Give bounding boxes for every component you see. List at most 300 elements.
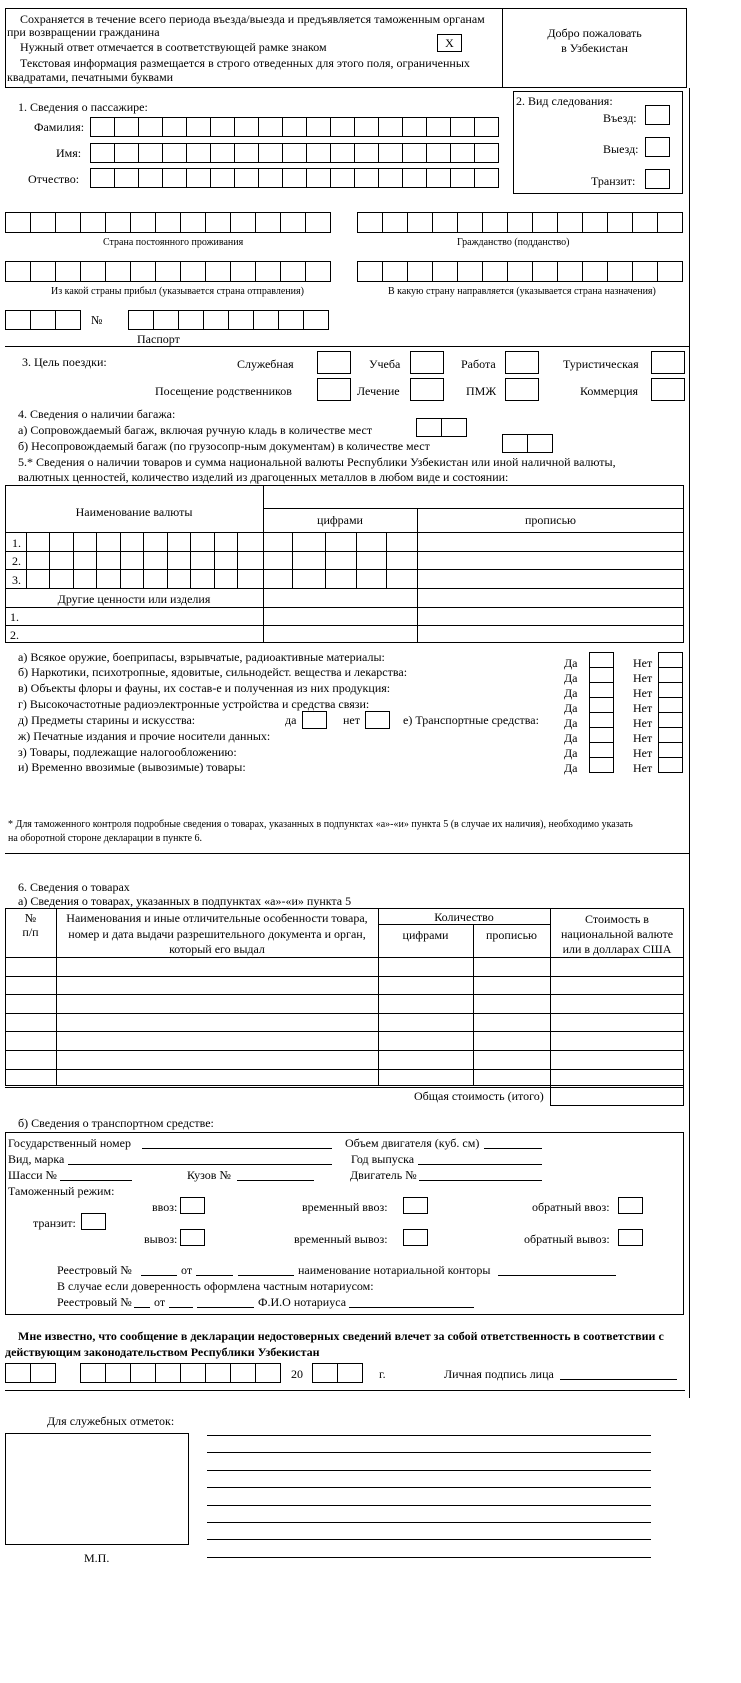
declared-item-label: б) Наркотики, психотропные, ядовитые, сильнодейст. вещества и лекарства: <box>18 665 408 679</box>
letter-cell[interactable] <box>607 212 633 233</box>
letter-cell[interactable] <box>234 143 259 163</box>
letter-cell[interactable] <box>5 310 31 330</box>
patronymic-field[interactable] <box>90 168 498 188</box>
letter-cell[interactable] <box>255 261 281 282</box>
letter-cell[interactable] <box>186 143 211 163</box>
residence-label: Страна постоянного проживания <box>103 237 244 248</box>
no-checkbox[interactable] <box>658 727 683 743</box>
yes-label: Да <box>564 731 578 745</box>
currency-grid-line <box>26 532 27 588</box>
letter-cell[interactable] <box>90 143 115 163</box>
footnote-line2: на оборотной стороне декларации в пункте 6. <box>8 833 203 844</box>
currency-hr4 <box>5 569 684 570</box>
letter-cell[interactable] <box>30 261 56 282</box>
service-note-line[interactable] <box>207 1470 651 1471</box>
letter-cell[interactable] <box>532 261 558 282</box>
letter-cell[interactable] <box>162 117 187 137</box>
no-label: Нет <box>633 731 653 745</box>
header-line4: Текстовая информация размещается в строго отведенных для этого поля, ограниченных <box>20 56 470 70</box>
letter-cell[interactable] <box>507 261 533 282</box>
purpose-relatives-label: Посещение родственников <box>155 384 292 398</box>
declared-item-label: з) Товары, подлежащие налогообложению: <box>18 745 237 759</box>
yes-checkbox[interactable] <box>589 757 614 773</box>
letter-cell[interactable] <box>507 212 533 233</box>
letter-cell[interactable] <box>5 212 31 233</box>
letter-cell[interactable] <box>402 143 427 163</box>
currency-hr1 <box>263 508 684 509</box>
purpose-treatment-checkbox[interactable] <box>410 378 444 401</box>
signature-line[interactable] <box>560 1379 677 1380</box>
reg-no2-line[interactable] <box>134 1307 150 1308</box>
transit-regime-checkbox[interactable] <box>81 1213 106 1230</box>
letter-cell[interactable] <box>80 1363 106 1383</box>
letter-cell[interactable] <box>303 310 329 330</box>
letter-cell[interactable] <box>30 1363 56 1383</box>
letter-cell[interactable] <box>153 310 179 330</box>
yes-checkbox[interactable] <box>589 682 614 698</box>
signature-label: Личная подпись лица <box>444 1367 554 1381</box>
service-note-line[interactable] <box>207 1487 651 1488</box>
letter-cell[interactable] <box>90 117 115 137</box>
no-checkbox[interactable] <box>658 757 683 773</box>
surname-field[interactable] <box>90 117 498 137</box>
goods-col-cost2: национальной валюте <box>560 927 674 941</box>
letter-cell[interactable] <box>80 212 106 233</box>
yes-label: Да <box>564 761 578 775</box>
antique-no-checkbox[interactable] <box>365 711 390 729</box>
goods-row-line <box>5 1069 684 1070</box>
service-note-line[interactable] <box>207 1539 651 1540</box>
letter-cell[interactable] <box>234 117 259 137</box>
entry-checkbox[interactable] <box>645 105 670 125</box>
letter-cell[interactable] <box>416 418 442 437</box>
letter-cell[interactable] <box>312 1363 338 1383</box>
letter-cell[interactable] <box>280 261 306 282</box>
letter-cell[interactable] <box>80 261 106 282</box>
goods-row-line <box>5 976 684 977</box>
purpose-pmzh-label: ПМЖ <box>466 384 497 398</box>
letter-cell[interactable] <box>138 143 163 163</box>
letter-cell[interactable] <box>482 212 508 233</box>
body-label: Кузов № <box>187 1168 231 1182</box>
letter-cell[interactable] <box>407 261 433 282</box>
currency-words-header: прописью <box>524 513 577 527</box>
letter-cell[interactable] <box>130 212 156 233</box>
letter-cell[interactable] <box>354 168 379 188</box>
letter-cell[interactable] <box>282 117 307 137</box>
letter-cell[interactable] <box>228 310 254 330</box>
import-label: ввоз: <box>152 1200 178 1214</box>
yes-checkbox[interactable] <box>589 652 614 668</box>
purpose-work-checkbox[interactable] <box>505 351 539 374</box>
letter-cell[interactable] <box>55 212 81 233</box>
transit-checkbox[interactable] <box>645 169 670 189</box>
yes-checkbox[interactable] <box>589 727 614 743</box>
reg-no-line[interactable] <box>141 1275 177 1276</box>
letter-cell[interactable] <box>210 168 235 188</box>
letter-cell[interactable] <box>255 1363 281 1383</box>
currency-hr2 <box>5 532 684 533</box>
yes-label: Да <box>564 671 578 685</box>
goods-intro-line1: 5.* Сведения о наличии товаров и сумма национальной валюты Республики Узбекистан или иной наличной валюты, <box>18 455 616 469</box>
declared-item-label: ж) Печатные издания и прочие носители данных: <box>18 729 271 743</box>
letter-cell[interactable] <box>282 168 307 188</box>
currency-hr3 <box>5 551 684 552</box>
letter-cell[interactable] <box>203 310 229 330</box>
currency-col-div2 <box>417 508 418 643</box>
year-prefix: 20 <box>291 1367 303 1381</box>
letter-cell[interactable] <box>105 1363 131 1383</box>
notary-name-line[interactable] <box>349 1307 474 1308</box>
goods-row-line <box>5 1013 684 1014</box>
letter-cell[interactable] <box>357 261 383 282</box>
goods-row-line <box>5 1050 684 1051</box>
service-note-line[interactable] <box>207 1435 651 1436</box>
letter-cell[interactable] <box>502 434 528 453</box>
reg-date-line2[interactable] <box>238 1275 294 1276</box>
letter-cell[interactable] <box>258 143 283 163</box>
declaration-rule <box>5 1390 685 1391</box>
purpose-tourism-label: Туристическая <box>563 357 639 371</box>
export-label: вывоз: <box>144 1232 178 1246</box>
regime-label: Таможенный режим: <box>8 1184 115 1198</box>
residence-field[interactable] <box>5 212 330 233</box>
year-label: Год выпуска <box>351 1152 415 1166</box>
letter-cell[interactable] <box>255 212 281 233</box>
reg-date2-line2[interactable] <box>197 1307 254 1308</box>
letter-cell[interactable] <box>258 117 283 137</box>
currency-grid-line <box>292 532 293 588</box>
reg-from2-label: от <box>154 1295 166 1309</box>
letter-cell[interactable] <box>607 261 633 282</box>
goods-col-no2: п/п <box>22 925 39 939</box>
letter-cell[interactable] <box>305 212 331 233</box>
letter-cell[interactable] <box>205 1363 231 1383</box>
letter-cell[interactable] <box>532 212 558 233</box>
letter-cell[interactable] <box>657 261 683 282</box>
reg-from-label: от <box>181 1263 193 1277</box>
no-label: Нет <box>633 761 653 775</box>
welcome-line1: Добро пожаловать <box>547 26 642 40</box>
stamp-box <box>5 1433 189 1545</box>
currency-grid-line <box>73 532 74 588</box>
reg-date2-line1[interactable] <box>169 1307 193 1308</box>
letter-cell[interactable] <box>55 310 81 330</box>
goods-total-label: Общая стоимость (итого) <box>414 1089 544 1103</box>
letter-cell[interactable] <box>378 143 403 163</box>
letter-cell[interactable] <box>114 117 139 137</box>
body-line[interactable] <box>237 1180 314 1181</box>
letter-cell[interactable] <box>305 261 331 282</box>
reexport-checkbox[interactable] <box>618 1229 643 1246</box>
purpose-study-checkbox[interactable] <box>410 351 444 374</box>
other-values-label: Другие ценности или изделия <box>57 592 211 606</box>
to-country-field[interactable] <box>357 261 682 282</box>
engine-volume-line[interactable] <box>484 1148 542 1149</box>
letter-cell[interactable] <box>330 117 355 137</box>
yes-checkbox[interactable] <box>589 667 614 683</box>
letter-cell[interactable] <box>114 168 139 188</box>
letter-cell[interactable] <box>382 261 408 282</box>
model-line[interactable] <box>68 1164 332 1165</box>
letter-cell[interactable] <box>210 117 235 137</box>
currency-grid-line <box>356 532 357 588</box>
letter-cell[interactable] <box>582 261 608 282</box>
currency-hr7 <box>5 625 684 626</box>
letter-cell[interactable] <box>402 117 427 137</box>
date-year-field[interactable] <box>312 1363 362 1383</box>
letter-cell[interactable] <box>450 117 475 137</box>
name-field[interactable] <box>90 143 498 163</box>
reimport-checkbox[interactable] <box>618 1197 643 1214</box>
unaccompanied-label: б) Несопровождаемый багаж (по грузосопр-ным документам) в количестве мест <box>18 439 430 453</box>
letter-cell[interactable] <box>280 212 306 233</box>
citizenship-label: Гражданство (подданство) <box>457 237 570 248</box>
letter-cell[interactable] <box>5 261 31 282</box>
yes-checkbox[interactable] <box>589 697 614 713</box>
currency-grid-line <box>96 532 97 588</box>
letter-cell[interactable] <box>258 168 283 188</box>
vehicle-title: б) Сведения о транспортном средстве: <box>18 1116 214 1130</box>
letter-cell[interactable] <box>105 261 131 282</box>
letter-cell[interactable] <box>114 143 139 163</box>
letter-cell[interactable] <box>282 143 307 163</box>
letter-cell[interactable] <box>382 212 408 233</box>
yes-checkbox[interactable] <box>589 742 614 758</box>
letter-cell[interactable] <box>55 261 81 282</box>
letter-cell[interactable] <box>482 261 508 282</box>
letter-cell[interactable] <box>306 117 331 137</box>
letter-cell[interactable] <box>230 212 256 233</box>
letter-cell[interactable] <box>426 117 451 137</box>
letter-cell[interactable] <box>162 143 187 163</box>
exit-checkbox[interactable] <box>645 137 670 157</box>
letter-cell[interactable] <box>407 212 433 233</box>
letter-cell[interactable] <box>180 212 206 233</box>
letter-cell[interactable] <box>330 143 355 163</box>
no-checkbox[interactable] <box>658 652 683 668</box>
letter-cell[interactable] <box>180 1363 206 1383</box>
letter-cell[interactable] <box>441 418 467 437</box>
currency-grid-line <box>49 532 50 588</box>
purpose-official-label: Служебная <box>237 357 294 371</box>
letter-cell[interactable] <box>450 143 475 163</box>
goods-col-digits: цифрами <box>402 928 449 942</box>
stamp-label: М.П. <box>84 1551 110 1565</box>
currency-grid-line <box>386 532 387 588</box>
letter-cell[interactable] <box>90 168 115 188</box>
letter-cell[interactable] <box>474 168 499 188</box>
letter-cell[interactable] <box>432 261 458 282</box>
chassis-line[interactable] <box>60 1180 132 1181</box>
no-checkbox[interactable] <box>658 667 683 683</box>
letter-cell[interactable] <box>138 168 163 188</box>
letter-cell[interactable] <box>155 261 181 282</box>
goods-col-cost1: Стоимость в <box>585 912 649 926</box>
notary-office-line[interactable] <box>498 1275 616 1276</box>
no-checkbox[interactable] <box>658 682 683 698</box>
service-note-line[interactable] <box>207 1505 651 1506</box>
patronymic-label: Отчество: <box>28 172 80 186</box>
transit-label: Транзит: <box>591 174 636 188</box>
no-label: Нет <box>633 701 653 715</box>
letter-cell[interactable] <box>306 168 331 188</box>
mark-example-text: Х <box>445 36 454 50</box>
engine-volume-label: Объем двигателя (куб. см) <box>345 1136 480 1150</box>
goods-col-qty: Количество <box>434 910 494 924</box>
temp-export-label: временный вывоз: <box>294 1232 388 1246</box>
letter-cell[interactable] <box>230 261 256 282</box>
goods-total-cell[interactable] <box>550 1085 684 1106</box>
goods-row-line <box>5 957 684 958</box>
antique-yes-checkbox[interactable] <box>302 711 327 729</box>
letter-cell[interactable] <box>457 212 483 233</box>
unaccompanied-field[interactable] <box>502 434 552 453</box>
letter-cell[interactable] <box>138 117 163 137</box>
purpose-official-checkbox[interactable] <box>317 351 351 374</box>
letter-cell[interactable] <box>402 168 427 188</box>
letter-cell[interactable] <box>557 261 583 282</box>
yes-label: Да <box>564 746 578 760</box>
goods-col-name1: Наименования и иные отличительные особенности товара, <box>66 911 368 925</box>
letter-cell[interactable] <box>557 212 583 233</box>
letter-cell[interactable] <box>210 143 235 163</box>
letter-cell[interactable] <box>527 434 553 453</box>
chassis-label: Шасси № <box>8 1168 57 1182</box>
temp-import-checkbox[interactable] <box>403 1197 428 1214</box>
letter-cell[interactable] <box>162 168 187 188</box>
currency-row3-num: 3. <box>12 573 21 587</box>
goods-row-line <box>5 1031 684 1032</box>
reg-no-label: Реестровый № <box>57 1263 132 1277</box>
no-checkbox[interactable] <box>658 712 683 728</box>
welcome-line2: в Узбекистан <box>561 41 628 55</box>
accompanied-field[interactable] <box>416 418 466 437</box>
letter-cell[interactable] <box>426 168 451 188</box>
letter-cell[interactable] <box>205 212 231 233</box>
currency-grid-line <box>143 532 144 588</box>
letter-cell[interactable] <box>357 212 383 233</box>
declared-item-label: в) Объекты флоры и фауны, их состав-е и полученная из них продукция: <box>18 681 391 695</box>
letter-cell[interactable] <box>105 212 131 233</box>
letter-cell[interactable] <box>178 310 204 330</box>
currency-hr5 <box>5 588 684 589</box>
goods-col-no: № <box>24 911 37 925</box>
goods-qty-rule <box>378 924 550 925</box>
antique-no-label: нет <box>343 713 360 727</box>
letter-cell[interactable] <box>632 212 658 233</box>
service-note-line[interactable] <box>207 1557 651 1558</box>
letter-cell[interactable] <box>130 1363 156 1383</box>
goods-row-line <box>5 994 684 995</box>
no-checkbox[interactable] <box>658 742 683 758</box>
letter-cell[interactable] <box>354 117 379 137</box>
letter-cell[interactable] <box>632 261 658 282</box>
currency-grid-line <box>263 532 264 588</box>
year-line[interactable] <box>418 1164 542 1165</box>
citizenship-field[interactable] <box>357 212 682 233</box>
no-label: Нет <box>633 671 653 685</box>
letter-cell[interactable] <box>457 261 483 282</box>
letter-cell[interactable] <box>5 1363 31 1383</box>
temp-export-checkbox[interactable] <box>403 1229 428 1246</box>
state-number-line[interactable] <box>142 1148 332 1149</box>
letter-cell[interactable] <box>432 212 458 233</box>
letter-cell[interactable] <box>155 1363 181 1383</box>
letter-cell[interactable] <box>186 117 211 137</box>
baggage-title: 4. Сведения о наличии багажа: <box>18 407 176 421</box>
import-checkbox[interactable] <box>180 1197 205 1214</box>
travel-title: 2. Вид следования: <box>516 94 613 108</box>
yes-label: Да <box>564 686 578 700</box>
no-label: Нет <box>633 656 653 670</box>
reimport-label: обратный ввоз: <box>532 1200 610 1214</box>
purpose-pmzh-checkbox[interactable] <box>505 378 539 401</box>
letter-cell[interactable] <box>155 212 181 233</box>
letter-cell[interactable] <box>306 143 331 163</box>
letter-cell[interactable] <box>130 261 156 282</box>
letter-cell[interactable] <box>337 1363 363 1383</box>
purpose-work-label: Работа <box>461 357 496 371</box>
letter-cell[interactable] <box>474 117 499 137</box>
service-note-line[interactable] <box>207 1522 651 1523</box>
purpose-relatives-checkbox[interactable] <box>317 378 351 401</box>
letter-cell[interactable] <box>234 168 259 188</box>
letter-cell[interactable] <box>230 1363 256 1383</box>
letter-cell[interactable] <box>30 310 56 330</box>
letter-cell[interactable] <box>450 168 475 188</box>
reg-date-line1[interactable] <box>196 1275 233 1276</box>
engine-no-line[interactable] <box>419 1180 542 1181</box>
declaration-line2: действующим законодательством Республики Узбекистан <box>5 1345 320 1359</box>
letter-cell[interactable] <box>330 168 355 188</box>
letter-cell[interactable] <box>354 143 379 163</box>
no-checkbox[interactable] <box>658 697 683 713</box>
purpose-commerce-checkbox[interactable] <box>651 378 685 401</box>
letter-cell[interactable] <box>657 212 683 233</box>
letter-cell[interactable] <box>378 168 403 188</box>
from-country-field[interactable] <box>5 261 330 282</box>
yes-checkbox[interactable] <box>589 712 614 728</box>
letter-cell[interactable] <box>30 212 56 233</box>
declared-item-label: д) Предметы старины и искусства: <box>18 713 196 727</box>
private-notary-label: В случае если доверенность оформлена частным нотариусом: <box>57 1279 374 1293</box>
model-label: Вид, марка <box>8 1152 65 1166</box>
letter-cell[interactable] <box>128 310 154 330</box>
date-day-field[interactable] <box>5 1363 55 1383</box>
letter-cell[interactable] <box>186 168 211 188</box>
accompanied-label: а) Сопровождаемый багаж, включая ручную кладь в количестве мест <box>18 423 373 437</box>
purpose-commerce-label: Коммерция <box>580 384 639 398</box>
letter-cell[interactable] <box>378 117 403 137</box>
passport-series-field[interactable] <box>5 310 80 330</box>
purpose-tourism-checkbox[interactable] <box>651 351 685 374</box>
letter-cell[interactable] <box>474 143 499 163</box>
letter-cell[interactable] <box>253 310 279 330</box>
letter-cell[interactable] <box>205 261 231 282</box>
mark-example <box>437 34 462 52</box>
letter-cell[interactable] <box>180 261 206 282</box>
passport-number-field[interactable] <box>128 310 328 330</box>
date-month-field[interactable] <box>80 1363 280 1383</box>
letter-cell[interactable] <box>278 310 304 330</box>
service-note-line[interactable] <box>207 1452 651 1453</box>
purpose-title: 3. Цель поездки: <box>22 355 107 369</box>
letter-cell[interactable] <box>426 143 451 163</box>
letter-cell[interactable] <box>582 212 608 233</box>
export-checkbox[interactable] <box>180 1229 205 1246</box>
goods-col-words: прописью <box>485 928 538 942</box>
